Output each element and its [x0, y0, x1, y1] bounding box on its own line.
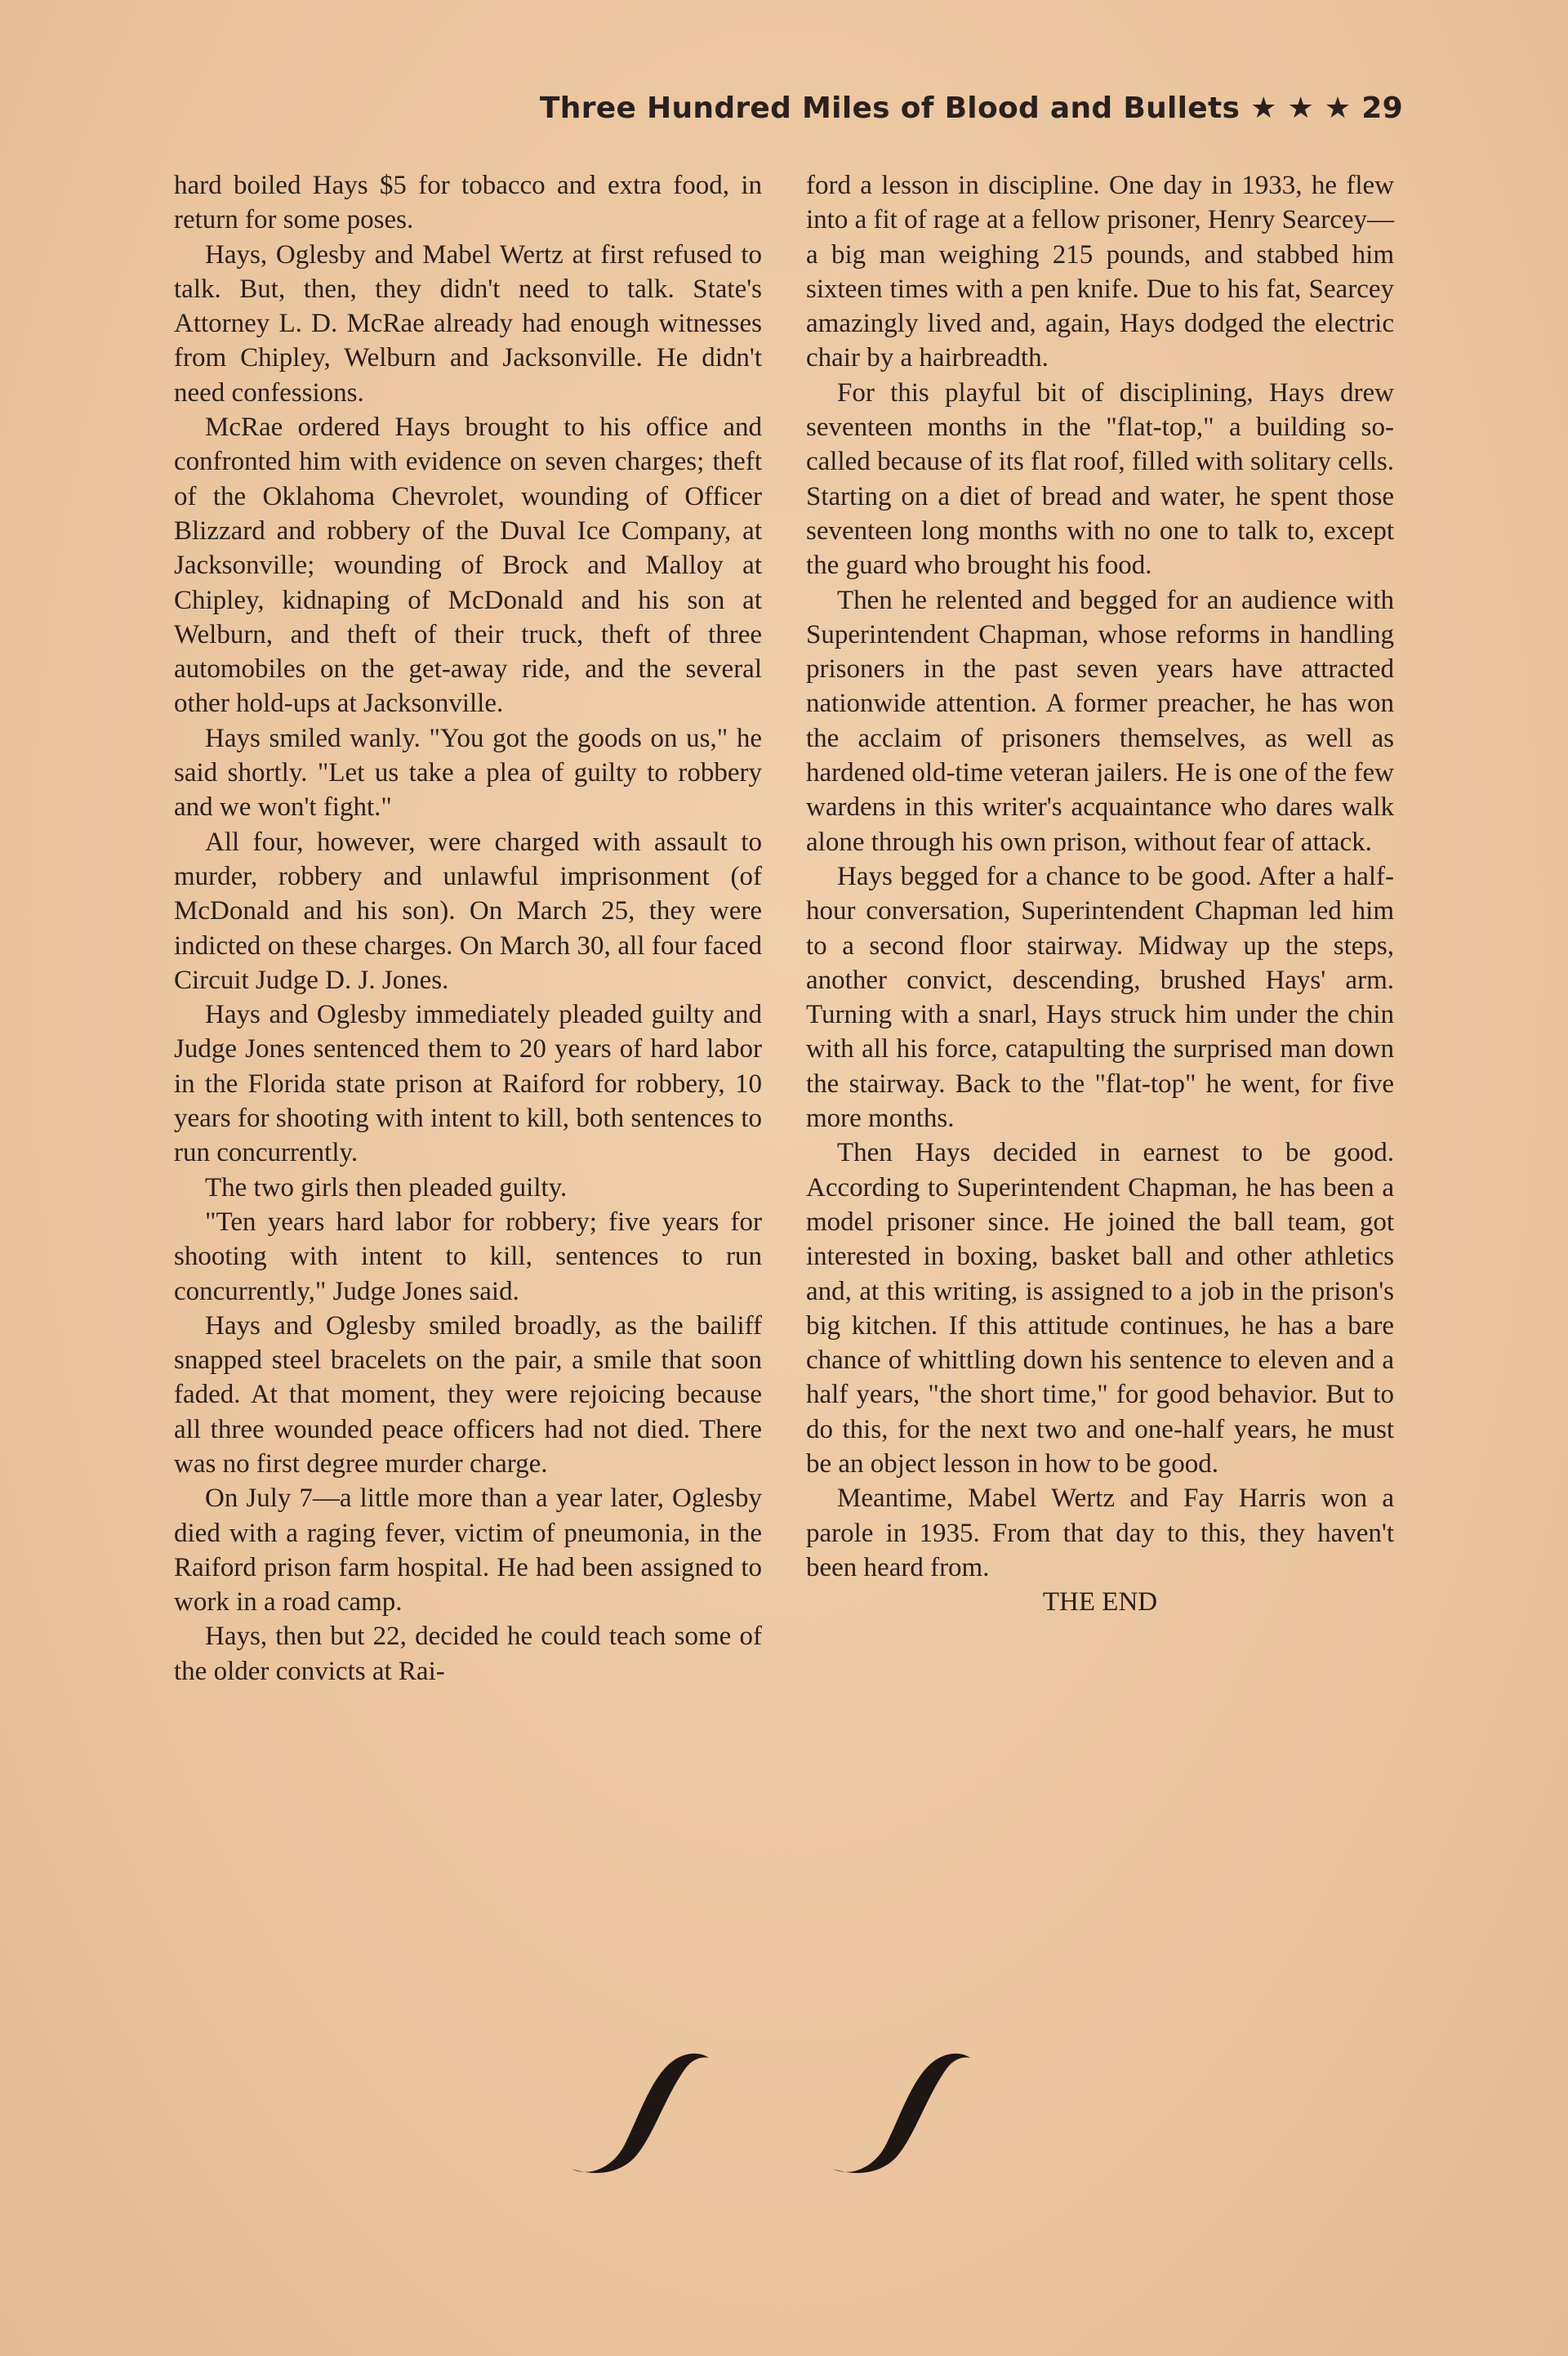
paragraph: ford a lesson in discipline. One day in 1933, he flew into a fit of rage at a fellow prisoner, Henry Searcey—a big man weighing 215 pounds, and stabbed him sixteen times with a pen knife. Due to his fat, Searcey amazingly lived and, again, Hays dodged the electric chair by a hairbreadth. — [806, 171, 1394, 373]
paragraph: For this playful bit of disciplining, Hays drew seventeen months in the "flat-top," a building so-called because of its flat roof, filled with solitary cells. Starting on a diet of bread and water, he spent those seventeen long months with no one to talk to, except the guard who brought his food. — [806, 377, 1394, 581]
paragraph: Hays, then but 22, decided he could teach some of the older convicts at Rai- — [174, 1622, 762, 1686]
paragraph: All four, however, were charged with assault to murder, robbery and unlawful imprisonment (of McDonald and his son). On March 25, they were indicted on these charges. On March 30, all four faced Circuit Judge D. J. Jones. — [174, 827, 762, 995]
swash-s-ornament-icon — [833, 2054, 970, 2173]
paragraph: Hays, Oglesby and Mabel Wertz at first refused to talk. But, then, they didn't need to talk. State's Attorney L. D. McRae already had enough witnesses from Chipley, Welburn and Jacksonville. He didn't need confessions. — [174, 239, 762, 408]
paragraph: On July 7—a little more than a year later, Oglesby died with a raging fever, victim of pneumonia, in the Raiford prison farm hospital. He had been assigned to work in a road camp. — [174, 1484, 762, 1618]
swash-s-ornament-icon — [564, 2046, 988, 2177]
left-column — [174, 168, 762, 1689]
paragraph: Then he relented and begged for an audience with Superintendent Chapman, whose reforms in handling prisoners in the past seven years have attracted nationwide attention. A former preacher, he has won the acclaim of prisoners themselves, as well as hardened old-time veteran jailers. He is one of the few wardens in this writer's acquaintance who dares walk alone through his own prison, without fear of attack. — [806, 585, 1394, 857]
paragraph: Hays and Oglesby smiled broadly, as the bailiff snapped steel bracelets on the pair, a smile that soon faded. At that moment, they were rejoicing because all three wounded peace officers had not died. There was no first degree murder charge. — [174, 1310, 762, 1479]
running-header: Three Hundred Miles of Blood and Bullets ★ ★ ★ 29 — [539, 91, 1403, 125]
paragraph: hard boiled Hays $5 for tobacco and extra food, in return for some poses. — [174, 171, 762, 235]
paragraph: Then Hays decided in earnest to be good. According to Superintendent Chapman, he has been a model prisoner since. He joined the ball team, got interested in boxing, basket ball and other athletics and, at this writing, is assigned to a job in the prison's big kitchen. If this attitude continues, he has a bare chance of whittling down his sentence to eleven and a half years, "the short time," for good behavior. But to do this, for the next two and one-half years, he must be an object lesson in how to be good. — [806, 1138, 1394, 1479]
paragraph: Hays begged for a chance to be good. After a half-hour conversation, Superintendent Chapman led him to a second floor stairway. Midway up the steps, another convict, descending, brushed Hays' arm. Turning with a snarl, Hays struck him under the chin with all his force, catapulting the surprised man down the stairway. Back to the "flat-top" he went, for five more months. — [806, 861, 1394, 1134]
paragraph: Hays and Oglesby immediately pleaded guilty and Judge Jones sentenced them to 20 years of hard labor in the Florida state prison at Raiford for robbery, 10 years for shooting with intent to kill, both sentences to run concurrently. — [174, 1000, 762, 1168]
paragraph: "Ten years hard labor for robbery; five years for shooting with intent to kill, sentences to run concurrently," Judge Jones said. — [174, 1207, 762, 1306]
right-column — [806, 168, 1394, 1619]
paragraph: Hays smiled wanly. "You got the goods on us," he said shortly. "Let us take a plea of guilty to robbery and we won't fight." — [174, 723, 762, 823]
swash-s-ornament-icon — [572, 2054, 709, 2173]
paragraph: The two girls then pleaded guilty. — [205, 1172, 568, 1203]
paragraph: Meantime, Mabel Wertz and Fay Harris won a parole in 1935. From that day to this, they haven't been heard from. — [806, 1484, 1394, 1582]
paragraph: McRae ordered Hays brought to his office and confronted him with evidence on seven charges; theft of the Oklahoma Chevrolet, wounding of Officer Blizzard and robbery of the Duval Ice Company, at Jacksonville; wounding of Brock and Malloy at Chipley, kidnaping of McDonald and his son at Welburn, and theft of their truck, theft of three automobiles on the get-away ride, and the several other hold-ups at Jacksonville. — [174, 413, 762, 719]
the-end: THE END — [1042, 1587, 1158, 1618]
